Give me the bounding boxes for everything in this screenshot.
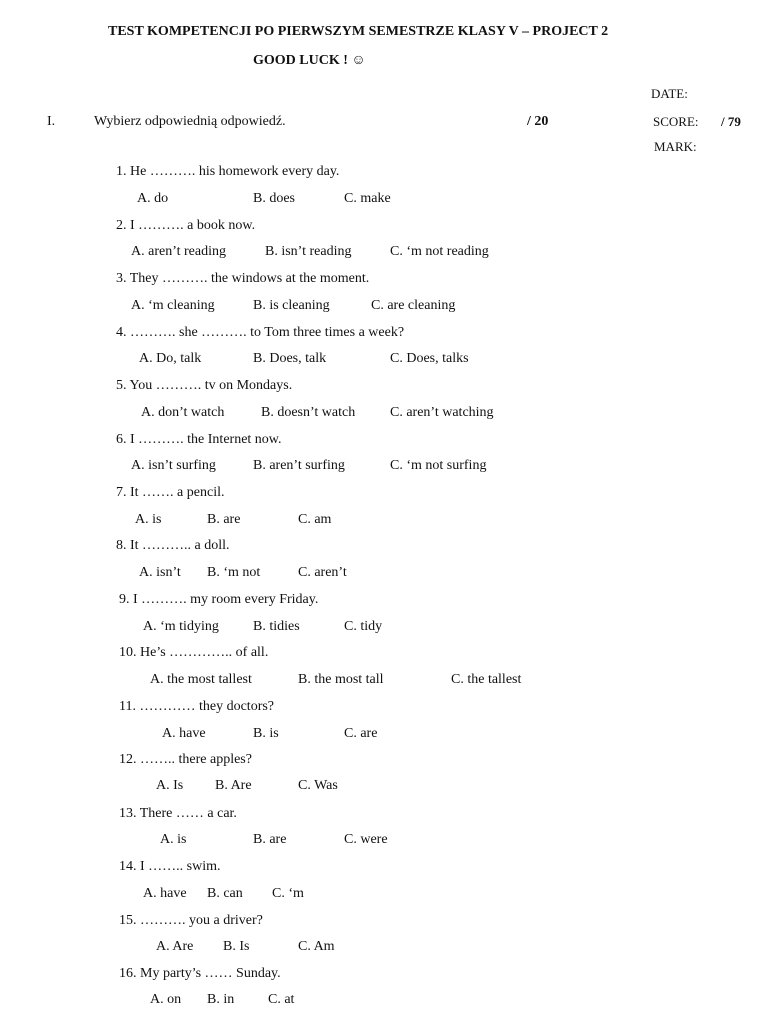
q11-option-b: B. is <box>253 726 279 741</box>
score-label: SCORE: <box>653 114 699 129</box>
q15-option-b: B. Is <box>223 939 250 954</box>
question-8: 8. It ……….. a doll. <box>116 538 230 553</box>
q14-option-a: A. have <box>143 886 187 901</box>
page-title: TEST KOMPETENCJI PO PIERWSZYM SEMESTRZE KLASY V – PROJECT 2 <box>108 24 609 39</box>
question-14: 14. I …….. swim. <box>119 859 221 874</box>
q4-option-c: C. Does, talks <box>390 351 469 366</box>
date-label: DATE: <box>651 86 688 101</box>
section-number: I. <box>47 114 56 129</box>
q3-option-b: B. is cleaning <box>253 298 330 313</box>
question-15: 15. ………. you a driver? <box>119 913 263 928</box>
q15-option-c: C. Am <box>298 939 335 954</box>
q10-option-c: C. the tallest <box>451 672 522 687</box>
q5-option-a: A. don’t watch <box>141 405 225 420</box>
q1-option-a: A. do <box>137 191 169 206</box>
q4-option-b: B. Does, talk <box>253 351 327 366</box>
question-12: 12. …….. there apples? <box>119 752 252 767</box>
question-10: 10. He’s ………….. of all. <box>119 645 269 660</box>
q9-option-a: A. ‘m tidying <box>143 619 219 634</box>
q16-option-a: A. on <box>150 992 182 1007</box>
q4-option-a: A. Do, talk <box>139 351 202 366</box>
q12-option-b: B. Are <box>215 778 252 793</box>
q8-option-b: B. ‘m not <box>207 565 261 580</box>
section-instruction: Wybierz odpowiednią odpowiedź. <box>94 114 286 129</box>
good-luck-text: GOOD LUCK ! ☺ <box>253 53 366 68</box>
q2-option-b: B. isn’t reading <box>265 244 352 259</box>
q6-option-c: C. ‘m not surfing <box>390 458 487 473</box>
q8-option-a: A. isn’t <box>139 565 181 580</box>
q1-option-c: C. make <box>344 191 391 206</box>
question-1: 1. He ………. his homework every day. <box>116 164 340 179</box>
question-11: 11. ………… they doctors? <box>119 699 275 714</box>
q2-option-c: C. ‘m not reading <box>390 244 489 259</box>
q11-option-a: A. have <box>162 726 206 741</box>
question-3: 3. They ………. the windows at the moment. <box>116 271 370 286</box>
q13-option-c: C. were <box>344 832 388 847</box>
question-6: 6. I ………. the Internet now. <box>116 432 282 447</box>
q8-option-c: C. aren’t <box>298 565 347 580</box>
q3-option-a: A. ‘m cleaning <box>131 298 215 313</box>
q3-option-c: C. are cleaning <box>371 298 456 313</box>
question-7: 7. It ……. a pencil. <box>116 485 225 500</box>
q13-option-b: B. are <box>253 832 287 847</box>
question-2: 2. I ………. a book now. <box>116 218 256 233</box>
q9-option-c: C. tidy <box>344 619 383 634</box>
q10-option-a: A. the most tallest <box>150 672 252 687</box>
q14-option-c: C. ‘m <box>272 886 304 901</box>
q12-option-c: C. Was <box>298 778 338 793</box>
q11-option-c: C. are <box>344 726 378 741</box>
q7-option-c: C. am <box>298 512 332 527</box>
q7-option-a: A. is <box>135 512 162 527</box>
question-5: 5. You ………. tv on Mondays. <box>116 378 293 393</box>
question-13: 13. There …… a car. <box>119 806 237 821</box>
question-9: 9. I ………. my room every Friday. <box>119 592 319 607</box>
q5-option-c: C. aren’t watching <box>390 405 494 420</box>
question-16: 16. My party’s …… Sunday. <box>119 966 281 981</box>
mark-label: MARK: <box>654 139 697 154</box>
score-total: / 79 <box>721 114 741 129</box>
q15-option-a: A. Are <box>156 939 194 954</box>
q5-option-b: B. doesn’t watch <box>261 405 356 420</box>
section-points: / 20 <box>527 114 549 129</box>
question-4: 4. ………. she ………. to Tom three times a week? <box>116 325 405 340</box>
q2-option-a: A. aren’t reading <box>131 244 226 259</box>
q7-option-b: B. are <box>207 512 241 527</box>
q6-option-b: B. aren’t surfing <box>253 458 345 473</box>
q13-option-a: A. is <box>160 832 187 847</box>
q16-option-b: B. in <box>207 992 235 1007</box>
q14-option-b: B. can <box>207 886 243 901</box>
q16-option-c: C. at <box>268 992 295 1007</box>
q9-option-b: B. tidies <box>253 619 300 634</box>
q12-option-a: A. Is <box>156 778 184 793</box>
q1-option-b: B. does <box>253 191 295 206</box>
q6-option-a: A. isn’t surfing <box>131 458 216 473</box>
q10-option-b: B. the most tall <box>298 672 384 687</box>
